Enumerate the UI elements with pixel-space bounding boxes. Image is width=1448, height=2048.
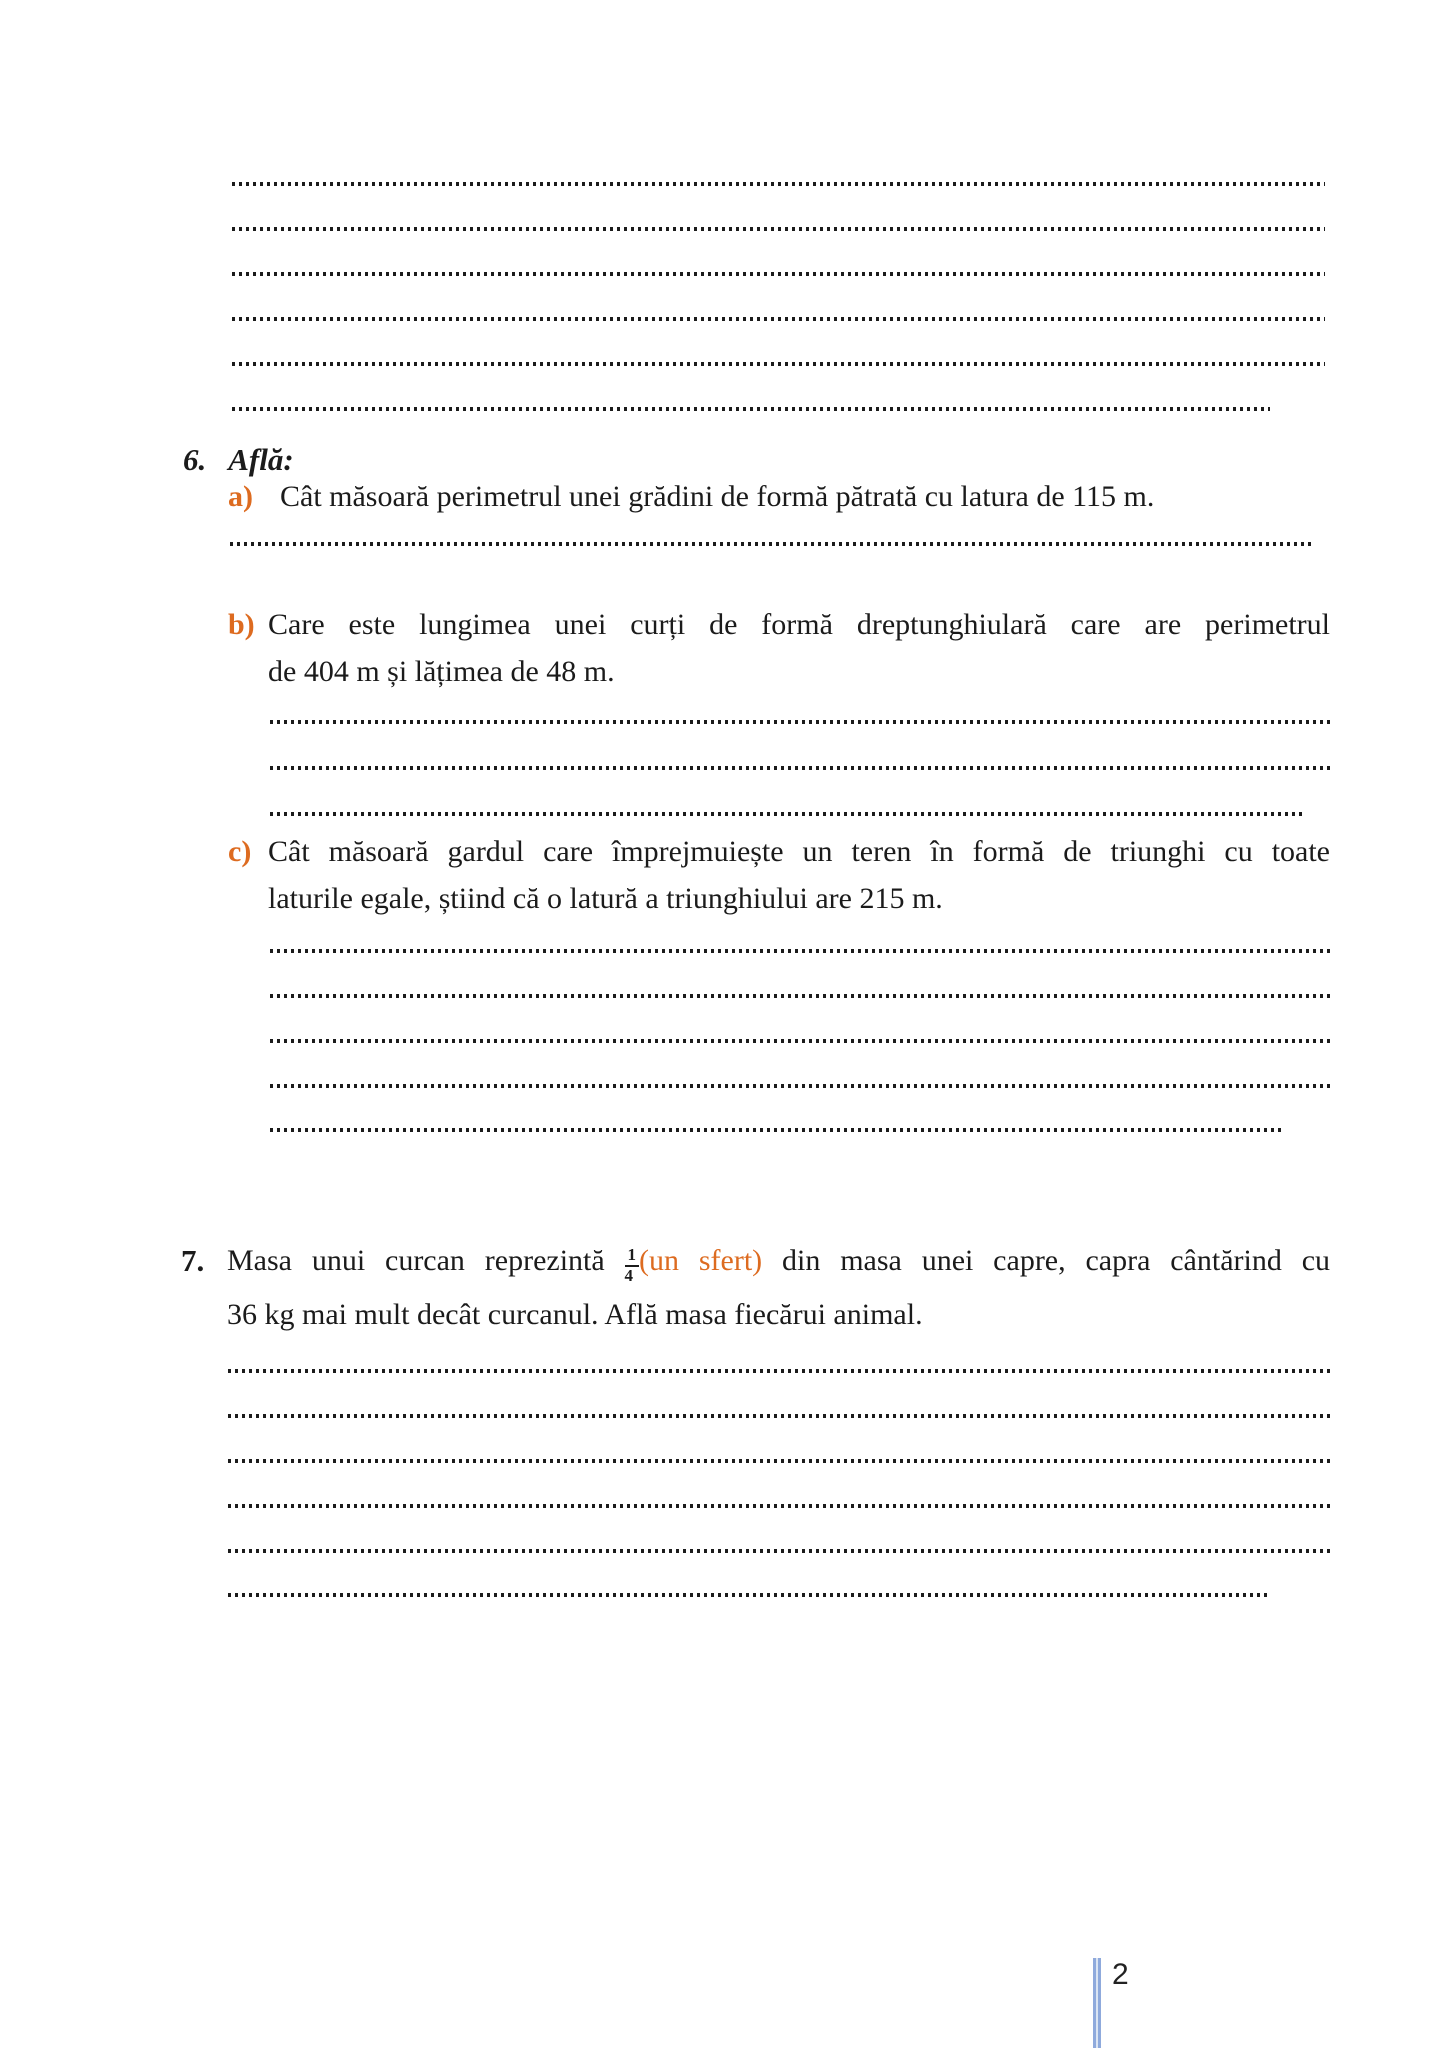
answer-line bbox=[228, 1593, 1271, 1597]
answer-line bbox=[232, 227, 1325, 231]
answer-line bbox=[270, 1039, 1330, 1043]
item-b-line1: Care este lungimea unei curți de formă dreptunghiulară care are perimetrul bbox=[268, 608, 1330, 641]
item-a-label: a) bbox=[228, 480, 253, 513]
fraction-numerator: 1 bbox=[625, 1246, 640, 1267]
answer-line bbox=[270, 766, 1330, 770]
answer-line bbox=[270, 1128, 1283, 1132]
item-a-text: Cât măsoară perimetrul unei grădini de formă pătrată cu latura de 115 m. bbox=[280, 480, 1155, 513]
problem6-title: Află: bbox=[228, 442, 294, 477]
answer-line bbox=[270, 1084, 1330, 1088]
answer-line bbox=[230, 542, 1312, 546]
answer-line bbox=[232, 407, 1270, 411]
problem7-text-after: din masa unei capre, capra cântărind cu bbox=[782, 1244, 1331, 1277]
item-c-line1: Cât măsoară gardul care împrejmuiește un teren în formă de triunghi cu toate bbox=[268, 835, 1330, 868]
problem7-text-before: Masa unui curcan reprezintă bbox=[227, 1244, 605, 1277]
answer-line bbox=[232, 362, 1325, 366]
answer-line bbox=[228, 1414, 1330, 1418]
item-c-line2: laturile egale, știind că o latură a triunghiului are 215 m. bbox=[268, 882, 943, 915]
answer-line bbox=[228, 1369, 1330, 1373]
answer-line bbox=[232, 182, 1325, 186]
answer-line bbox=[270, 812, 1304, 816]
item-c-label: c) bbox=[228, 835, 252, 868]
problem7-number: 7. bbox=[181, 1243, 205, 1278]
answer-line bbox=[232, 317, 1325, 321]
answer-line bbox=[270, 720, 1330, 724]
answer-line bbox=[228, 1504, 1330, 1508]
fraction-note: (un sfert) bbox=[639, 1244, 763, 1277]
problem6-number: 6. bbox=[183, 442, 207, 477]
problem7-line1 bbox=[227, 1238, 1330, 1286]
answer-line bbox=[270, 949, 1330, 953]
answer-line bbox=[232, 272, 1325, 276]
answer-line bbox=[270, 994, 1330, 998]
fraction-denominator: 4 bbox=[624, 1266, 634, 1285]
problem7-line2: 36 kg mai mult decât curcanul. Află masa fiecărui animal. bbox=[227, 1298, 923, 1331]
answer-line bbox=[228, 1549, 1330, 1553]
item-b-label: b) bbox=[228, 608, 255, 641]
answer-line bbox=[228, 1459, 1330, 1463]
fraction-one-quarter bbox=[625, 1246, 640, 1285]
footer-divider-line bbox=[1093, 1958, 1101, 2048]
item-b-line2: de 404 m și lățimea de 48 m. bbox=[268, 655, 615, 688]
page-number: 2 bbox=[1112, 1958, 1129, 1991]
